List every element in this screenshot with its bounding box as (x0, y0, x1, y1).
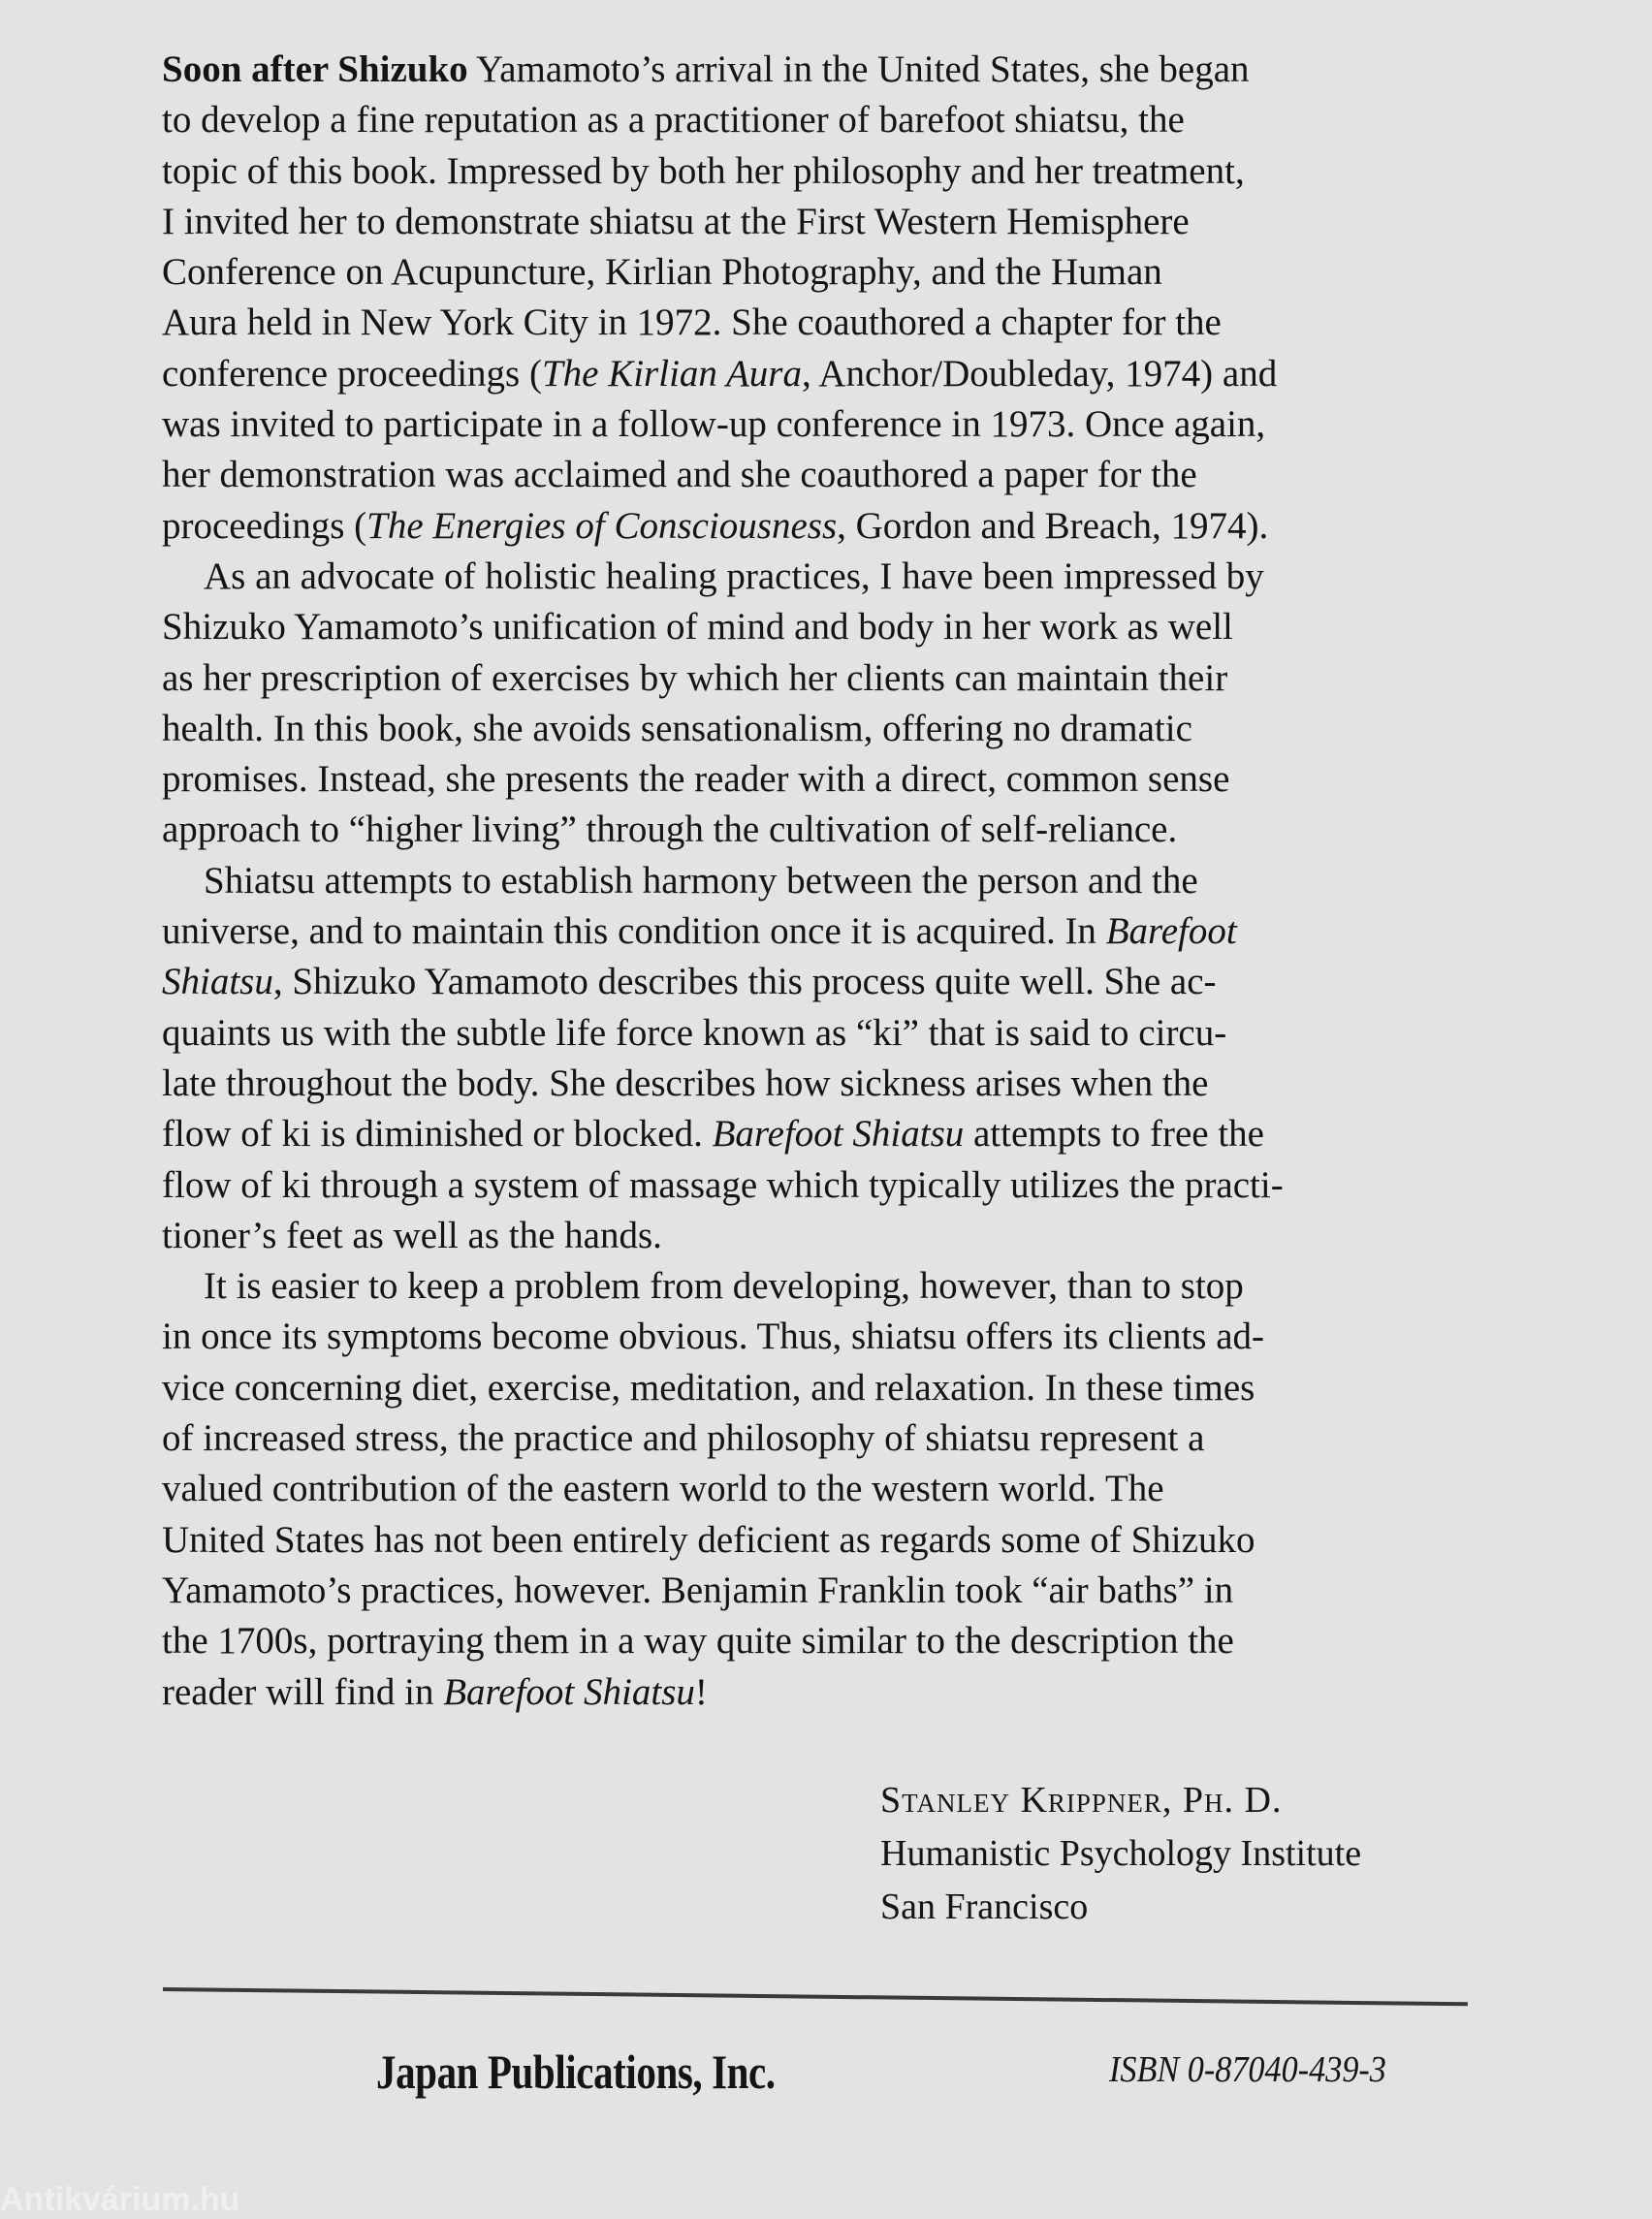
text-segment: As an advocate of holistic healing practices, I have been impressed by (204, 555, 1264, 597)
text-segment: flow of ki is diminished or blocked. (162, 1113, 713, 1156)
text-segment: Yamamoto’s arrival in the United States, she began (467, 48, 1250, 90)
text-line (162, 197, 1500, 247)
text-line (162, 805, 1500, 855)
text-line (162, 45, 1500, 95)
watermark: Antikvárium.hu (0, 2181, 240, 2218)
text-segment: promises. Instead, she presents the reader with a direct, common sense (162, 758, 1230, 801)
text-segment: I invited her to demonstrate shiatsu at the First Western Hemisphere (162, 200, 1190, 242)
text-segment: flow of ki through a system of massage which typically utilizes the practi- (162, 1163, 1284, 1206)
text-segment: , Gordon and Breach, 1974). (837, 504, 1269, 547)
text-line (162, 754, 1500, 805)
text-line (162, 146, 1500, 197)
text-segment: , Shizuko Yamamoto describes this process quite well. She ac- (272, 961, 1217, 1003)
italic-title: Barefoot (1105, 910, 1237, 953)
text-line (162, 957, 1500, 1007)
text-segment: to develop a fine reputation as a practitioner of barefoot shiatsu, the (162, 99, 1185, 142)
text-line (162, 1667, 1500, 1718)
text-line (162, 1211, 1500, 1261)
text-line (162, 1464, 1500, 1514)
text-line (162, 1566, 1500, 1616)
text-line (162, 1109, 1500, 1159)
text-line (162, 856, 1500, 906)
text-segment: of increased stress, the practice and philosophy of shiatsu represent a (162, 1417, 1205, 1460)
text-line (162, 349, 1500, 399)
text-segment: the 1700s, portraying them in a way quite similar to the description the (162, 1620, 1234, 1663)
signature-block (880, 1774, 1361, 1934)
text-segment: proceedings ( (162, 504, 367, 547)
text-segment: Shiatsu attempts to establish harmony between the person and the (204, 859, 1198, 902)
text-segment: in once its symptoms become obvious. Thus, shiatsu offers its clients ad- (162, 1316, 1265, 1358)
text-segment: Soon after Shizuko (162, 48, 468, 90)
italic-title: Barefoot Shiatsu (712, 1113, 965, 1156)
text-segment: quaints us with the subtle life force known as “ki” that is said to circu- (162, 1011, 1227, 1054)
text-segment: Yamamoto’s practices, however. Benjamin Franklin took “air baths” in (162, 1569, 1234, 1611)
text-segment: reader will find in (162, 1670, 444, 1713)
publisher-name: Japan Publications, Inc. (376, 2045, 776, 2099)
author-city: San Francisco (880, 1886, 1089, 1927)
text-line (162, 399, 1500, 450)
text-line (162, 1616, 1500, 1666)
text-line (162, 1515, 1500, 1566)
text-segment: topic of this book. Impressed by both her philosophy and her treatment, (162, 149, 1245, 192)
text-segment: attempts to free the (964, 1113, 1264, 1156)
text-line (162, 1008, 1500, 1059)
text-segment: Conference on Acupuncture, Kirlian Photography, and the Human (162, 251, 1162, 294)
text-line (162, 704, 1500, 754)
text-segment: tioner’s feet as well as the hands. (162, 1214, 662, 1256)
text-line (162, 552, 1500, 602)
text-segment: Aura held in New York City in 1972. She coauthored a chapter for the (162, 301, 1222, 344)
text-segment: United States has not been entirely deficient as regards some of Shizuko (162, 1518, 1255, 1561)
author-name: Stanley Krippner, Ph. D. (880, 1780, 1283, 1821)
italic-title: The Energies of Consciousness (366, 504, 838, 547)
text-line (162, 1059, 1500, 1109)
text-segment: vice concerning diet, exercise, meditation, and relaxation. In these times (162, 1366, 1255, 1409)
text-segment: her demonstration was acclaimed and she coauthored a paper for the (162, 454, 1197, 496)
text-line (162, 1312, 1500, 1362)
author-institution: Humanistic Psychology Institute (880, 1833, 1362, 1874)
text-segment: health. In this book, she avoids sensationalism, offering no dramatic (162, 707, 1192, 749)
text-line (162, 653, 1500, 704)
text-line (162, 298, 1500, 348)
text-segment: was invited to participate in a follow-up conference in 1973. Once again, (162, 403, 1266, 446)
text-segment: as her prescription of exercises by which her clients can maintain their (162, 656, 1228, 699)
text-segment: late throughout the body. She describes how sickness arises when the (162, 1062, 1209, 1104)
text-line (162, 1413, 1500, 1464)
text-segment: , Anchor/Doubleday, 1974) and (801, 352, 1278, 395)
text-segment: universe, and to maintain this condition once it is acquired. In (162, 910, 1106, 953)
divider-rule (163, 1987, 1468, 2006)
italic-title: The Kirlian Aura (541, 352, 802, 395)
text-line (162, 247, 1500, 298)
text-line (162, 602, 1500, 652)
text-segment: valued contribution of the eastern world to the western world. The (162, 1468, 1164, 1510)
text-line (162, 1363, 1500, 1413)
text-segment: conference proceedings ( (162, 352, 542, 395)
foreword-body (162, 45, 1500, 1718)
text-segment: ! (694, 1670, 708, 1713)
isbn: ISBN 0-87040-439-3 (1109, 2049, 1386, 2090)
text-line (162, 501, 1500, 552)
text-segment: Shizuko Yamamoto’s unification of mind and body in her work as well (162, 606, 1233, 649)
text-line (162, 906, 1500, 957)
text-line (162, 1261, 1500, 1312)
text-line (162, 450, 1500, 500)
text-segment: approach to “higher living” through the cultivation of self-reliance. (162, 808, 1178, 851)
text-line (162, 95, 1500, 145)
text-line (162, 1160, 1500, 1211)
italic-title: Shiatsu (162, 961, 273, 1003)
text-segment: It is easier to keep a problem from developing, however, than to stop (204, 1265, 1244, 1308)
italic-title: Barefoot Shiatsu (443, 1670, 695, 1713)
